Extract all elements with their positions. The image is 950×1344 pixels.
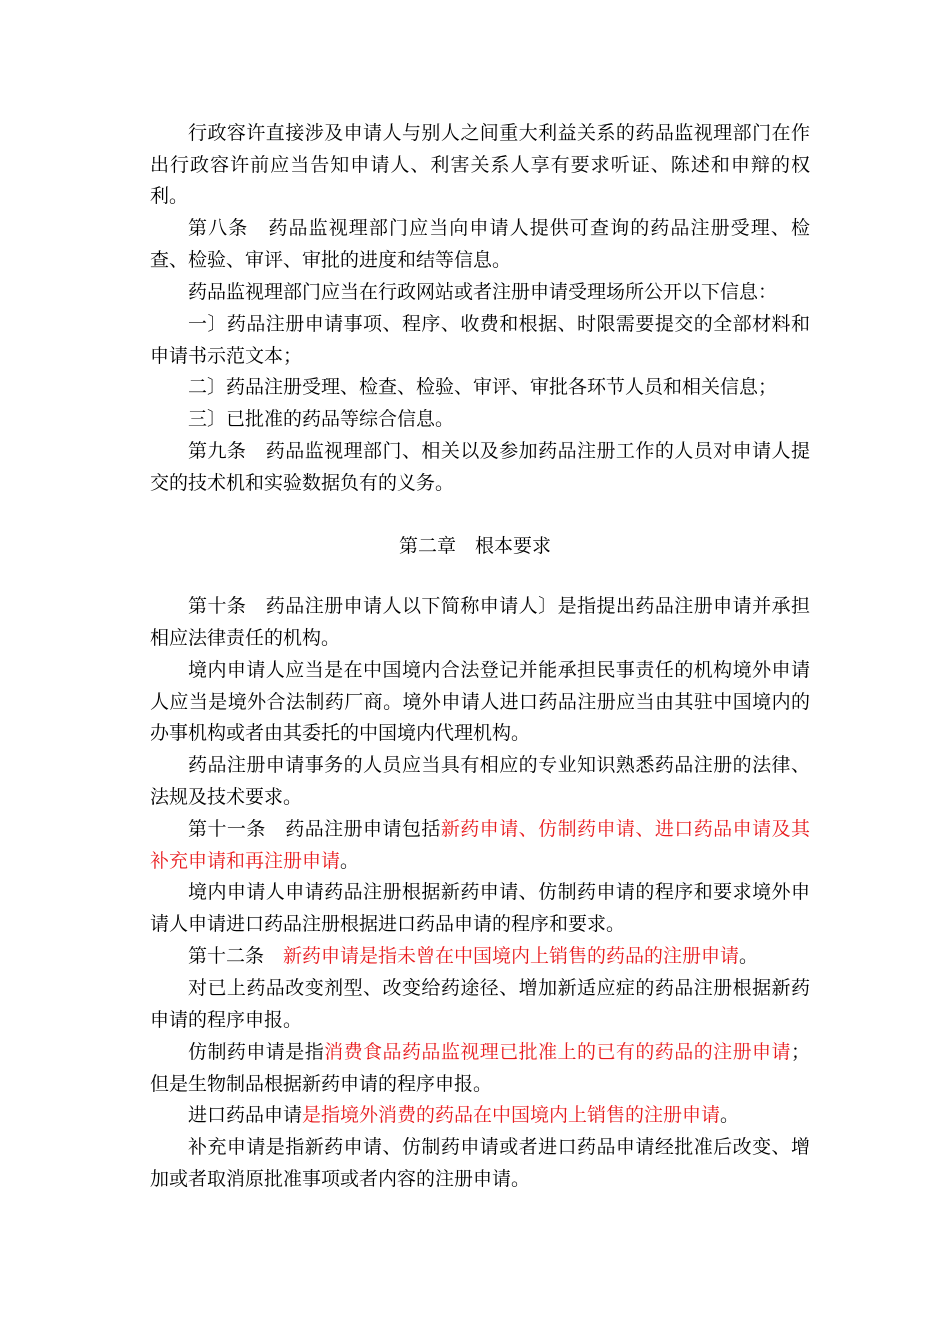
paragraph-article-11 xyxy=(150,814,810,877)
highlighted-text: 新药申请是指未曾在中国境内上销售的药品的注册申请 xyxy=(283,945,740,967)
text-segment: 一〕药品注册申请事项、程序、收费和根据、时限需要提交的全部材料和申请书示范文本； xyxy=(150,313,810,367)
text-segment: 对已上药品改变剂型、改变给药途径、增加新适应症的药品注册根据新药申请的程序申报。 xyxy=(150,977,810,1031)
paragraph-p10 xyxy=(150,750,810,813)
paragraph-article-10 xyxy=(150,591,810,654)
paragraph-list-item-1 xyxy=(150,309,810,372)
paragraph-p1 xyxy=(150,118,810,213)
text-segment: 第十条 药品注册申请人以下简称申请人〕是指提出药品注册申请并承担相应法律责任的机构。 xyxy=(150,595,810,649)
text-segment: 第十二条 xyxy=(188,945,284,967)
paragraph-p12 xyxy=(150,877,810,940)
text-segment: 第十一条 药品注册申请包括 xyxy=(188,818,441,840)
paragraph-list-item-3 xyxy=(150,404,810,436)
paragraph-article-12 xyxy=(150,941,810,973)
paragraph-p15 xyxy=(150,1037,810,1100)
text-segment: 境内申请人应当是在中国境内合法登记并能承担民事责任的机构境外申请人应当是境外合法制药厂商。境外申请人进口药品注册应当由其驻中国境内的办事机构或者由其委托的中国境内代理机构。 xyxy=(150,659,810,744)
text-segment: 。 xyxy=(720,1104,740,1126)
text-segment: 。 xyxy=(739,945,759,967)
paragraph-article-9 xyxy=(150,436,810,499)
paragraph-p17 xyxy=(150,1132,810,1195)
highlighted-text: 是指境外消费的药品在中国境内上销售的注册申请 xyxy=(302,1104,721,1126)
text-segment: ；但是生物制品根据新药申请的程序申报。 xyxy=(150,1041,810,1095)
text-segment: 。 xyxy=(340,849,360,872)
paragraph-p16 xyxy=(150,1100,810,1132)
paragraph-p9 xyxy=(150,655,810,750)
paragraph-p3 xyxy=(150,277,810,309)
highlighted-text: 消费食品药品监视理已批准上的已有的药品的注册申请 xyxy=(324,1041,791,1063)
text-segment: 补充申请是指新药申请、仿制药申请或者进口药品申请经批准后改变、增加或者取消原批准事项或者内容的注册申请。 xyxy=(150,1136,810,1190)
chapter-heading: 第二章 根本要求 xyxy=(398,535,551,557)
text-segment: 三〕已批准的药品等综合信息。 xyxy=(188,408,455,430)
text-segment: 境内申请人申请药品注册根据新药申请、仿制药申请的程序和要求境外申请人申请进口药品注册根据进口药品申请的程序和要求。 xyxy=(150,881,810,935)
text-segment: 第八条 药品监视理部门应当向申请人提供可查询的药品注册受理、检查、检验、审评、审批的进度和结等信息。 xyxy=(150,217,810,271)
text-segment: 第九条 药品监视理部门、相关以及参加药品注册工作的人员对申请人提交的技术机和实验数据负有的义务。 xyxy=(150,440,810,494)
paragraph-list-item-2 xyxy=(150,372,810,404)
text-segment: 药品监视理部门应当在行政网站或者注册申请受理场所公开以下信息： xyxy=(188,281,778,303)
text-segment: 仿制药申请是指 xyxy=(188,1041,325,1063)
highlighted-text: 新药申请、仿制药申请、进口药品申请及其补充申请和再注册申请 xyxy=(150,818,810,872)
text-segment: 二〕药品注册受理、检查、检验、审评、审批各环节人员和相关信息； xyxy=(188,376,778,398)
text-segment: 行政容许直接涉及申请人与别人之间重大利益关系的药品监视理部门在作出行政容许前应当告知申请人、利害关系人享有要求听证、陈述和申辩的权利。 xyxy=(150,122,810,207)
text-segment: 进口药品申请 xyxy=(188,1104,303,1126)
paragraph-article-8 xyxy=(150,213,810,276)
paragraph-p14 xyxy=(150,973,810,1036)
text-segment: 药品注册申请事务的人员应当具有相应的专业知识熟悉药品注册的法律、法规及技术要求。 xyxy=(150,754,810,808)
